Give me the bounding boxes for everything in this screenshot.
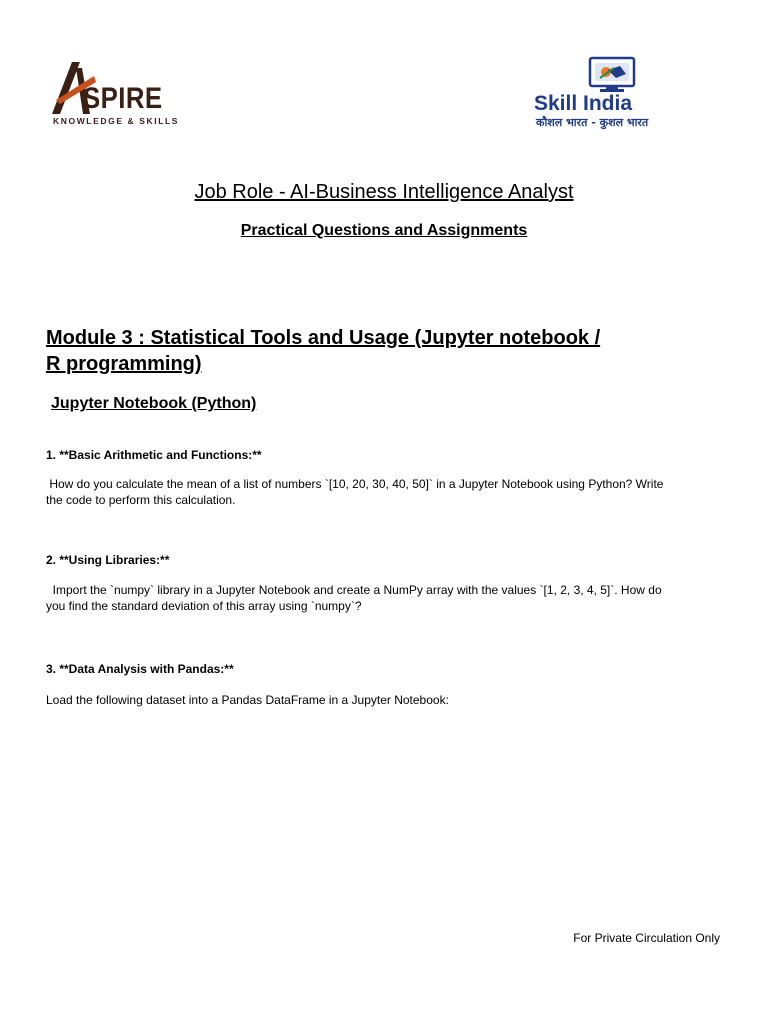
document-subtitle-text: Practical Questions and Assignments	[240, 222, 528, 239]
question-1-body: How do you calculate the mean of a list of numbers `[10, 20, 30, 40, 50]` in a Jupyter Notebook using Python? Write the code to perform this calculation.	[46, 477, 664, 507]
question-3-body: Load the following dataset into a Pandas DataFrame in a Jupyter Notebook:	[46, 693, 449, 707]
aspire-logo	[50, 60, 182, 130]
skill-india-hindi-tagline: कौशल भारत - कुशल भारत	[536, 116, 649, 129]
question-2-body: Import the `numpy` library in a Jupyter Notebook and create a NumPy array with the values `[1, 2, 3, 4, 5]`. How do you find the standard deviation of this array using `numpy`?	[46, 583, 662, 613]
skill-india-wordmark: Skill India	[534, 92, 633, 115]
document-subtitle	[0, 220, 768, 242]
question-2-title: 2. **Using Libraries:**	[46, 553, 170, 567]
question-1-title: 1. **Basic Arithmetic and Functions:**	[46, 448, 262, 462]
module-heading-line1: Module 3 : Statistical Tools and Usage (Jupyter notebook /	[46, 327, 601, 349]
footer-note: For Private Circulation Only	[573, 931, 720, 945]
aspire-wordmark: SPIRE	[83, 82, 163, 115]
document-title-text: Job Role - AI-Business Intelligence Analyst	[194, 181, 574, 203]
module-heading-line2: R programming)	[46, 353, 202, 375]
document-title	[0, 178, 768, 206]
module-heading	[46, 325, 646, 377]
section-heading: Jupyter Notebook (Python)	[51, 395, 257, 412]
skill-india-logo	[530, 54, 702, 134]
skill-india-emblem-icon	[586, 56, 644, 94]
aspire-tagline: KNOWLEDGE & SKILLS	[53, 116, 180, 126]
question-3-title: 3. **Data Analysis with Pandas:**	[46, 662, 234, 676]
